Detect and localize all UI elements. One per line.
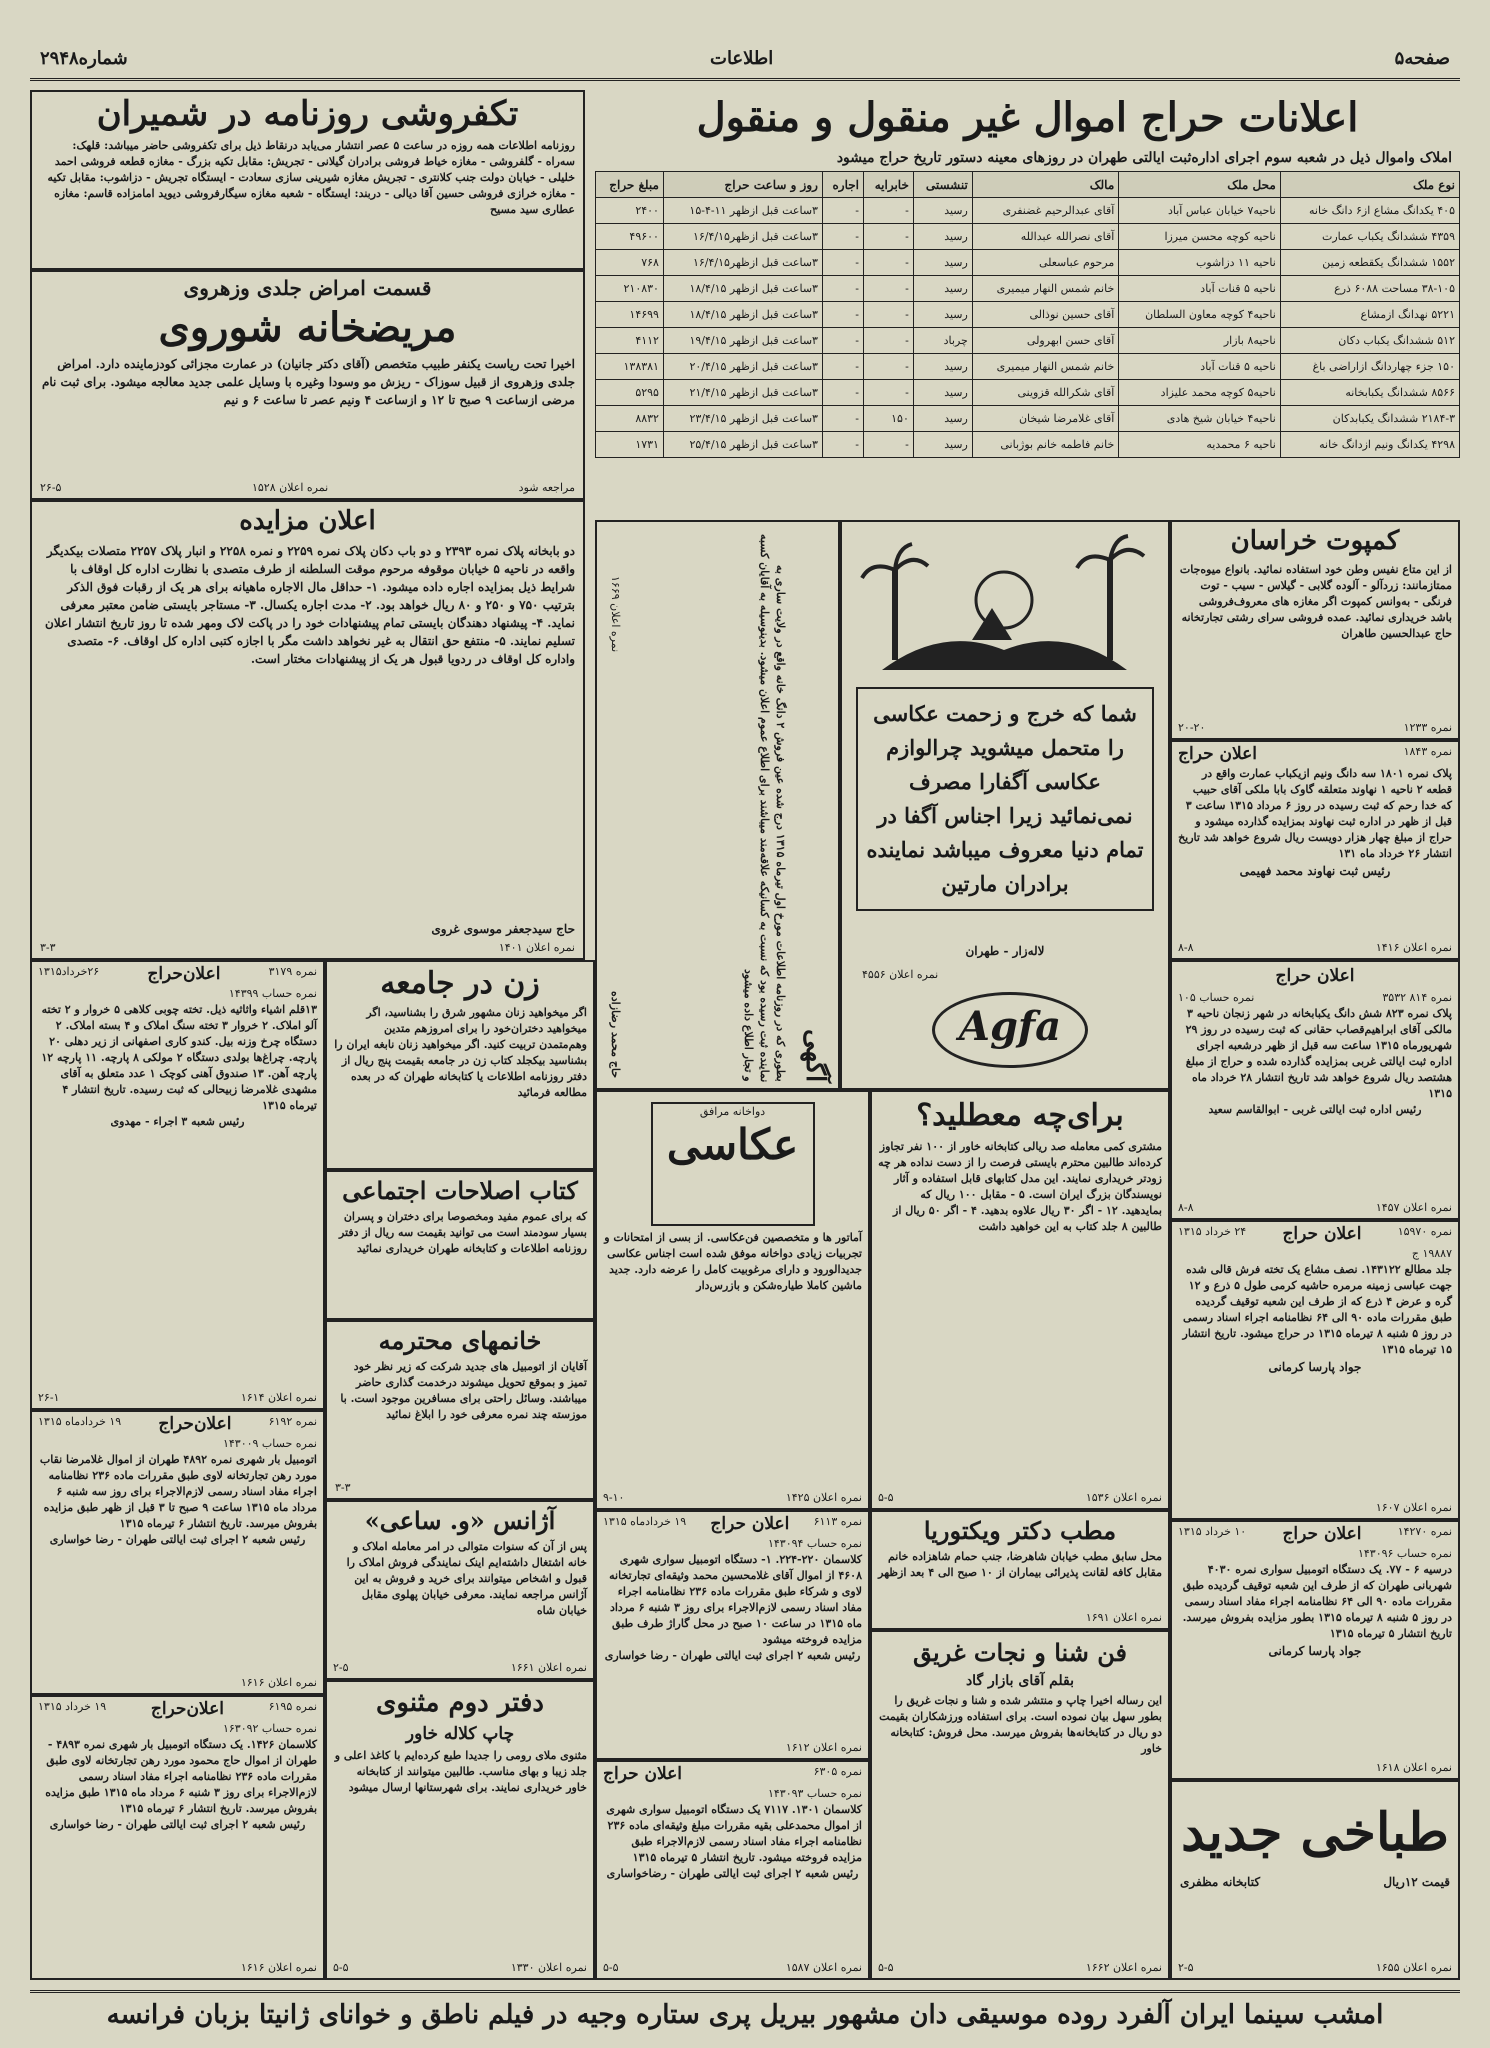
khorasan-title: کمپوت خراسان <box>1230 526 1400 556</box>
haraj-3179-num: نمره ۳۱۷۹ <box>268 965 317 978</box>
haraj-14270-text: درسیه ۶ - ۷۷. یک دستگاه اتومبیل سواری نمره ۴۰۳۰ شهربانی طهران که از طرف این شعبه توقیف گردیده طبق مقررات ماده ۹۰ الی ۶۴ نظامنامه اجراء مفاد اسناد رسمی در روز ۵ شنبه ۸ تیرماه ۱۳۱۵ بطور مزایده بفروش میرسد. تاریخ انتشار ۵ تیرماه ۱۳۱۵ <box>1182 1563 1452 1640</box>
auction-cell: - <box>822 302 863 328</box>
auction-cell: ۵۱۲ ششدانگ یکباب دکان <box>1280 328 1459 354</box>
tabbakhi-date: ۲-۵ <box>1178 1961 1194 1974</box>
haraj-6195-title: اعلان‌حراج <box>150 1699 224 1719</box>
auction-cell: ۱۴۶۹۹ <box>596 302 664 328</box>
haraj-1843-text: پلاک نمره ۱۸۰۱ سه دانگ ونیم ازیکباب عمارت واقع در قطعه ۲ ناحیه ۱ نهاوند متعلقه گاوک بابا ملکی آقای حبیب که خدا رحم که ثبت رسیده در روز ۶ مرداد ۱۳۱۵ ساعت ۳ قبل از ظهر در اداره ثبت نهاوند بمزایده گذارده میشود و حراج از مبلغ چهار هزار دویست ریال شروع خواهد شد تاریخ انتشار ۲۶ خرداد ماه ۱۳۱ <box>1178 767 1452 860</box>
auction-main-title: اعلانات حراج اموال غیر منقول و منقول <box>696 94 1359 141</box>
auction-cell: - <box>822 406 863 432</box>
daftar-sub: چاپ کلاله خاور <box>405 1724 515 1744</box>
haraj-6192-date-top: ۱۹ خردادماه ۱۳۱۵ <box>38 1415 122 1428</box>
haraj-814-text: پلاک نمره ۸۲۳ شش دانگ یکبابخانه در شهر زنجان ناحیه ۳ مالکی آقای ابراهیم‌قصاب حقانی که ثبت رسیده در روز ۲۹ شهریورماه ۱۳۱۵ ساعت سه قبل از ظهر درشعبه اجرای اداره ثبت ایالتی غربی بمزایده گذارده شده و حراج از مبلغ هشتصد ریال شروع خواهد شد تاریخ انتشار ۲۸ خرداد ماه ۱۳۱۵ <box>1185 1007 1452 1100</box>
auction-cell: ۴۲۹۸ یکدانگ ونیم ازدانگ خانه <box>1280 432 1459 458</box>
haraj-14270-title: اعلان حراج <box>1282 1524 1362 1544</box>
akkasi-footer <box>603 1490 862 1506</box>
auction-cell: - <box>822 224 863 250</box>
haraj-6192-title: اعلان‌حراج <box>158 1414 232 1434</box>
auction-row <box>596 250 1460 276</box>
auction-cell: ناحیه۴ خیابان شیخ هادی <box>1119 406 1281 432</box>
auction-main <box>595 90 1460 520</box>
haraj-1843-box <box>1170 740 1460 960</box>
haraj-15970-text: جلد مطالع ۱۴۳۱۲۲. نصف مشاع یک تخته فرش قالی شده جهت عباسی زمینه مرمره حاشیه کرمی طول ۵ ذرع و ۱۲ گره و عرض ۴ ذرع که از طرف این شعبه توقیف گردیده طبق مقررات ماده ۹۰ الی ۶۴ نظامنامه اجراء اسناد رسمی در روز ۵ شنبه ۸ تیرماه ۱۳۱۵ در حراج میشود. تاریخ انتشار ۱۵ تیرماه ۱۳۱۵ <box>1182 1263 1452 1356</box>
auction-row <box>596 380 1460 406</box>
masthead <box>30 42 1460 81</box>
col-header: محل ملک <box>1119 172 1281 198</box>
auction-cell: ۱۵۰ جزء چهاردانگ ازاراضی باغ <box>1280 354 1459 380</box>
auction-cell: آقای شکرالله قزوینی <box>972 380 1118 406</box>
haraj-3179-box <box>30 960 325 1410</box>
auction-cell: ۱۵۰ <box>863 406 913 432</box>
haraj-814-ad-no: نمره اعلان ۱۴۵۷ <box>1375 1201 1452 1214</box>
auction-cell: خانم شمس النهار میمیری <box>972 276 1118 302</box>
agahi-title: آگهی <box>800 1028 830 1082</box>
auction-cell: ناحیه ۶ محمدیه <box>1119 432 1281 458</box>
haraj-3179-footer <box>38 1390 317 1406</box>
haraj-15970-head <box>1172 1222 1458 1246</box>
chera-motal-box <box>870 1090 1170 1510</box>
araq-text: این رساله اخیرا چاپ و منتشر شده و شنا و نجات غریق را بطور سهل بیان نموده است. برای استفاده ورزشکاران بقیمت دو ریال در کتابخانه‌ها بفروش میرسد. محل فروش: کتابخانه خاور <box>879 1694 1162 1755</box>
haraj-6192-num: نمره ۶۱۹۲ <box>268 1415 317 1428</box>
haraj-14270-sign: جواد پارسا کرمانی <box>1268 1644 1362 1658</box>
haraj-6192-text: اتومبیل بار شهری نمره ۴۸۹۲ طهران از اموال غلامرضا نقاب مورد رهن تجارتخانه لاوی طبق مقررات ماده ۲۳۶ نظامنامه اجراء مفاد اسناد رسمی لازم‌الاجراء برای روز سه شنبه ۶ مرداد ماه ۱۳۱۵ ساعت ۹ صبح تا ۳ قبل از ظهر طبق مزایده بفروش میرسد. تاریخ انتشار ۶ تیرماه ۱۳۱۵ <box>39 1453 317 1530</box>
akkasi-logo-box <box>651 1102 815 1226</box>
auction-cell: - <box>863 276 913 302</box>
haraj-6305-box <box>595 1760 870 1980</box>
haraj-6305-ad-no: نمره اعلان ۱۵۸۷ <box>785 1961 862 1974</box>
paper-name: اطلاعات <box>710 48 774 69</box>
saat-text: پس از آن که سنوات متوالی در امر معامله املاک و خانه اشتغال داشته‌ایم اینک نمایندگی فروش املاک را قبول و اشخاص میتوانند برای خرید و فروش به این آژانس مراجعه نمایند. معرفی خیابان پهلوی مقابل خیابان شاه <box>346 1540 587 1617</box>
auction-row <box>596 276 1460 302</box>
zan-text: اگر میخواهید زنان مشهور شرق را بشناسید، اگر میخواهید دختران‌خود را برای امروزهم متدین وهم‌متمدن تربیت کنید. اگر میخواهید زنان نابغه ایران را بشناسید بیکجلد کتاب زن در جامعه بقیمت پنج ریال از دفتر روزنامه اطلاعات یا کتابخانه طهران که در بعده مطالعه فرمائید <box>334 1006 587 1099</box>
auction-cell: آقای حسن ابهرولی <box>972 328 1118 354</box>
daftar-title: دفتر دوم مثنوی <box>376 1688 544 1718</box>
haraj-14270-date-top: ۱۰ خرداد ۱۳۱۵ <box>1178 1525 1247 1538</box>
auction-cell: ۳ساعت قبل ازظهر ۱۹/۴/۱۵ <box>663 328 822 354</box>
haraj-6305-title: اعلان حراج <box>603 1764 682 1784</box>
auction-cell: خانم فاطمه خانم بوژبانی <box>972 432 1118 458</box>
haraj-3179-title: اعلان‌حراج <box>147 964 221 984</box>
tabbakhi-meta <box>1172 1873 1458 1891</box>
araq-title: فن شنا و نجات غریق <box>913 1638 1127 1667</box>
akkasi-ad-no: نمره اعلان ۱۴۲۵ <box>785 1491 862 1504</box>
haraj-814-date: ۸-۸ <box>1178 1201 1194 1214</box>
shouravi-section: قسمت امراض جلدی وزهروی <box>183 276 432 300</box>
auction-cell: ناحیه ۵ قنات آباد <box>1119 354 1281 380</box>
khorasan-ad-no: نمره ۱۲۳۳ <box>1403 721 1452 734</box>
khanomha-text: آقایان از اتومبیل های جدید شرکت که زیر نظر خود تمیز و بموقع تحویل میشوند درخدمت گذاری حاضر میباشند. وسائل راحتی برای مسافرین موجود است. با موزسته چند نمره معرفی خود را ابلاغ نمائید <box>340 1360 587 1421</box>
akkasi-box <box>595 1090 870 1510</box>
auction-cell: رسید <box>913 432 972 458</box>
haraj-814-acc: نمره حساب ۱۰۵ <box>1178 991 1255 1004</box>
auction-cell: ۳ساعت قبل ازظهر ۲۱/۴/۱۵ <box>663 380 822 406</box>
haraj-814-meta <box>1172 990 1458 1006</box>
auction-cell: رسید <box>913 198 972 224</box>
akkasi-sub: دواخانه مرافق <box>699 1105 766 1118</box>
haraj-3179-text: ۱۳قلم اشیاء واثاثیه ذیل. تخته‌ چوبی کلاهی ۵ خروار و ۲ تخته آلو املاک. ۲ خروار ۳ تخته سنگ املاک و ۴ بسته املاک. ۲ دستگاه چرخ وزنه بیل. کندو کاری اصفهانی از زیر دهلی ۲۰ پارچه. چراغ‌ها بولدی دستگاه ۲ مولکی ۸ پارچه. ۱۱ پارچه ۱۲ پارچه آهن. ۱۳ صندوق آهنی کوچک ۱ عدد متعلق به آقای مشهدی غلامرضا زبیحالی که ثبت رسیده. تاریخ انتشار ۴ تیرماه ۱۳۱۵ <box>41 1003 317 1112</box>
araq-date: ۵-۵ <box>878 1961 894 1974</box>
akkasi-date: ۹-۱۰ <box>603 1491 625 1504</box>
saat-date: ۲-۵ <box>333 1661 349 1674</box>
auction-cell: رسید <box>913 250 972 276</box>
tak-forushi-box <box>30 90 585 270</box>
araq-footer <box>878 1960 1162 1976</box>
auction-cell: ۳ساعت قبل ازظهر۱۶/۴/۱۵ <box>663 250 822 276</box>
khorasan-date: ۲۰-۲۰ <box>1178 721 1206 734</box>
auction-cell: - <box>863 250 913 276</box>
auction-cell: ناحیه۸ بازار <box>1119 328 1281 354</box>
viktoria-text: محل سابق مطب خیابان شاهرضا، جنب حمام شاهزاده خانم مقابل کافه لقانت پذیرائی بیماران از ۱۰ صبح الی ۴ بعد ازظهر <box>878 1550 1162 1579</box>
auction-row <box>596 224 1460 250</box>
haraj-6113-text: کلاسمان ۲۲۰-۲۲۴. ۱- دستگاه اتومبیل سواری شهری ۴۶۰۸ از اموال آقای غلامحسین محمد وثیقه‌ای تجارتخانه لاوی و شرکاء طبق مقررات ماده ۲۳۶ نظامنامه اجراء مفاد اسناد رسمی لازم‌الاجراء برای روز ۳ شنبه ۶ مرداد ماه ۱۳۱۵ در ساعت ۱۰ صبح در محل گاراژ طرف طبق مزایده فروخته میشود <box>609 1553 862 1646</box>
haraj-1843-footer <box>1178 940 1452 956</box>
haraj-6305-acc: نمره حساب ۱۴۳۰۹۳ <box>767 1787 862 1800</box>
haraj-6195-sign: رئیس شعبه ۲ اجرای ثبت ایالتی طهران - رضا خواساری <box>49 1818 306 1831</box>
auction-cell: ۸۸۳۲ <box>596 406 664 432</box>
tabbakhi-ad-no: نمره اعلان ۱۶۵۵ <box>1375 1961 1452 1974</box>
khanomha-date: ۳-۳ <box>335 1481 351 1494</box>
haraj-14270-num: نمره ۱۴۲۷۰ <box>1397 1525 1452 1538</box>
khorasan-text: از این متاع نفیس وطن خود استفاده نمائید. بانواع میوه‌جات ممتازمانند: زردآلو - آلوده گلابی - گیلاس - سیب - توت فرنگی - به‌وانس کمپوت اگر مغازه های معروف‌فروشی باشد خریداری نمائید. عمده فروشی سرای رشتی تجارتخانه حاج عبدالحسین طاهران <box>1179 563 1452 640</box>
agfa-address: لاله‌زار - طهران <box>965 944 1045 958</box>
daftar-box <box>325 1680 595 1980</box>
col-header: تنشستی <box>913 172 972 198</box>
haraj-814-sign: رئیس اداره ثبت ایالتی غربی - ابوالقاسم سعید <box>1208 1103 1422 1116</box>
auction-cell: ۱۷۳۱ <box>596 432 664 458</box>
haraj-1843-title: اعلان حراج <box>1178 744 1257 764</box>
col-header: روز و ساعت حراج <box>663 172 822 198</box>
haraj-14270-ad-no: نمره اعلان ۱۶۱۸ <box>1375 1761 1452 1774</box>
haraj-3179-date-top: ۲۶خرداد۱۳۱۵ <box>38 965 100 978</box>
auction-cell: رسید <box>913 302 972 328</box>
zan-box <box>325 960 595 1170</box>
chera-motal-text: مشتری کمی معامله صد ریالی کتابخانه خاور از ۱۰۰ نفر تجاوز کرده‌اند طالبین محترم بایستی فرصت را از دست نداده هر چه زودتر خریداری نمایند. این مدل کتابهای قابل استفاده و آثار نویسندگان بزرگ ایران است. ۵ - مقابل ۱۰۰ ریال که بمایدهید. ۱۲ - اگر ۳۰ ریال علاوه بدهید. ۴ - اگر ۵۰ ریال از طالبین ۸ جلد کتاب به این خواهید داشت <box>878 1140 1162 1233</box>
col-header: خابرایه <box>863 172 913 198</box>
haraj-15970-ad-no: نمره اعلان ۱۶۰۷ <box>1375 1501 1452 1514</box>
auction-cell: ۴۱۱۲ <box>596 328 664 354</box>
mozayede-box <box>30 500 585 960</box>
auction-cell: - <box>822 432 863 458</box>
auction-cell: ۲۱۸۴-۳ ششدانگ یکبابدکان <box>1280 406 1459 432</box>
auction-cell: خانم شمس النهار میمیری <box>972 354 1118 380</box>
issue-label: شماره۲۹۴۸ <box>40 48 128 69</box>
chera-motal-footer <box>878 1490 1162 1506</box>
auction-cell: ۱۳۸۳۸۱ <box>596 354 664 380</box>
araq-ad-no: نمره اعلان ۱۶۶۲ <box>1085 1961 1162 1974</box>
auction-cell: ۸۵۶۶ ششدانگ یکبابخانه <box>1280 380 1459 406</box>
haraj-6113-num: نمره ۶۱۱۳ <box>813 1515 862 1528</box>
auction-row <box>596 406 1460 432</box>
saat-footer <box>333 1660 587 1676</box>
haraj-1843-head <box>1172 742 1458 766</box>
haraj-6192-ad-no: نمره اعلان ۱۶۱۶ <box>240 1676 317 1689</box>
auction-cell: - <box>863 302 913 328</box>
auction-cell: - <box>822 354 863 380</box>
viktoria-title: مطب دکتر ویکتوریا <box>923 1516 1117 1545</box>
auction-row <box>596 328 1460 354</box>
auction-cell: مرحوم عباسعلی <box>972 250 1118 276</box>
eslahat-box <box>325 1170 595 1320</box>
haraj-14270-acc: نمره حساب ۱۴۳۰۹۶ <box>1357 1547 1452 1560</box>
haraj-6195-head <box>32 1697 323 1721</box>
auction-cell: - <box>822 328 863 354</box>
akkasi-text: آماتور ها و متخصصین فن‌عکاسی. از بسی از امتحانات و تجربیات زیادی دواخانه موفق شده است اجناس عکاسی جدید‌الورود و دارای مرغوبیت کامل را عرضه دارد. جدید ماشین کاملا طیاره‌شکن و بازرس‌دار <box>604 1231 862 1292</box>
haraj-6192-sign: رئیس شعبه ۲ اجرای ثبت ایالتی طهران - رضا خواساری <box>49 1533 306 1546</box>
tabbakhi-title: طباخی جدید <box>1181 1802 1449 1863</box>
col-header: نوع ملک <box>1280 172 1459 198</box>
auction-cell: - <box>863 354 913 380</box>
shouravi-title: مریضخانه شوروی <box>158 304 457 351</box>
page-label: صفحه۵ <box>1394 48 1450 69</box>
auction-cell: - <box>863 198 913 224</box>
haraj-814-num: نمره ۸۱۴ ۳۵۳۲ <box>1382 991 1452 1004</box>
tabbakhi-seller: کتابخانه مظفری <box>1180 1875 1261 1889</box>
auction-cell: آقای نصرالله عبدالله <box>972 224 1118 250</box>
auction-cell: ۳ساعت قبل ازظهر ۱۸/۴/۱۵ <box>663 302 822 328</box>
auction-cell: ناحیه ۵ قنات آباد <box>1119 276 1281 302</box>
auction-cell: ۲۱۰۸۳۰ <box>596 276 664 302</box>
mozayede-text: دو بابخانه پلاک نمره ۲۳۹۳ و دو باب دکان پلاک نمره ۲۲۵۹ و نمره ۲۲۵۸ و انبار پلاک ۲۲۵۷ متصلات بیکدیگر واقعه در ناحیه ۵ خیابان موقوفه مرحوم موقت السلطنه از طرف متصدی با نظارت اداره کل اوقاف با شرایط ذیل بمزایده اجاره داده میشود. ۱- حداقل مال الاجاره ماهیانه برای هر یک از رقبات فوق الذکر بترتیب ۷۵۰ و ۲۵۰ و ۸۰ ریال خواهد بود. ۲- مدت اجاره یکسال. ۳- مستاجر بایستی ضامن معتبر معرفی نماید. ۴- پیشنهاد دهندگان بایستی تمام پیشنهادات خود را در پاکت لاک ومهر شده تا روز تاریخ انتشار اعلان تسلیم نمایند. ۵- منتفع حق انتقال به غیر نخواهد داشت مگر با اجازه کتبی اداره کل اوقاف. ۶- متصدی واداره کل اوقاف در ردویا قبول هر یک از پیشنهادات مختار است. <box>45 544 575 666</box>
auction-cell: ۲۴۰۰ <box>596 198 664 224</box>
akkasi-title: عکاسی <box>666 1120 799 1169</box>
tabbakhi-box <box>1170 1780 1460 1980</box>
auction-cell: - <box>822 276 863 302</box>
auction-cell: ۵۲۲۱ نهدانگ ازمشاع <box>1280 302 1459 328</box>
viktoria-box <box>870 1510 1170 1630</box>
auction-cell: ناحیه۷ خیابان عباس آباد <box>1119 198 1281 224</box>
auction-cell: رسید <box>913 224 972 250</box>
haraj-6192-box <box>30 1410 325 1695</box>
auction-cell: - <box>863 328 913 354</box>
auction-row <box>596 432 1460 458</box>
shouravi-ad-no: نمره اعلان ۱۵۲۸ <box>251 481 329 494</box>
auction-cell: ۳ساعت قبل ازظهر ۱۱-۴-۱۵ <box>663 198 822 224</box>
footer-banner: امشب سینما ایران آلفرد روده موسیقی دان مشهور بیریل پری ستاره وجیه در فیلم ناطق و خوانای ژانیتا بزبان فرانسه <box>30 1990 1460 2037</box>
haraj-6192-acc: نمره حساب ۱۴۳۰۰۹ <box>222 1437 317 1450</box>
auction-cell: چرباد <box>913 328 972 354</box>
auction-table-header <box>596 172 1460 198</box>
khorasan-footer <box>1178 720 1452 736</box>
auction-cell: - <box>822 198 863 224</box>
haraj-6195-acc: نمره حساب ۱۶۳۰۹۲ <box>222 1722 317 1735</box>
auction-main-subtitle: املاک واموال ذیل در شعبه سوم اجرای اداره‌ثبت ایالتی طهران در روزهای معینه دستور تاریخ حراج میشود <box>836 150 1452 166</box>
shouravi-footer <box>40 480 575 496</box>
daftar-date: ۵-۵ <box>333 1961 349 1974</box>
eslahat-text: که برای عموم مفید ومخصوصا برای دختران و پسران بسیار سودمند است می توانید بقیمت سه ریال از دفتر روزنامه اطلاعات و کتابخانه طهران خریداری نمائید <box>338 1210 587 1255</box>
auction-table-body <box>596 198 1460 458</box>
haraj-6113-ad-no: نمره اعلان ۱۶۱۲ <box>785 1741 862 1754</box>
haraj-6195-text: کلاسمان ۱۴۲۶. یک دستگاه اتومبیل بار شهری نمره ۴۸۹۳ - طهران از اموال حاج محمود مورد رهن تجارتخانه لاوی طبق مقررات ماده ۲۳۶ نظامنامه اجراء مفاد اسناد رسمی لازم‌الاجراء برای روز ۳ شنبه ۶ مرداد ماه ۱۳۱۵ طبق مزایده بفروش میرسد. تاریخ انتشار ۶ تیرماه ۱۳۱۵ <box>45 1738 317 1815</box>
auction-cell: رسید <box>913 380 972 406</box>
agfa-text: شما که خرج و زحمت عکاسی را متحمل میشوید چرالوازم عکاسی آگفارا مصرف نمی‌نمائید زیرا اجناس آگفا در تمام دنیا معروف میباشد نماینده برادران مارتین <box>856 687 1154 911</box>
shouravi-box <box>30 270 585 500</box>
auction-row <box>596 198 1460 224</box>
mozayede-date: ۳-۳ <box>40 941 56 954</box>
haraj-6195-date-top: ۱۹ خرداد ۱۳۱۵ <box>38 1700 107 1713</box>
haraj-814-box <box>1170 960 1460 1220</box>
eslahat-title: کتاب اصلاحات اجتماعی <box>342 1176 578 1205</box>
chera-motal-title: برای‌چه معطلید؟ <box>916 1098 1124 1133</box>
haraj-15970-sign: جواد پارسا کرمانی <box>1268 1360 1362 1374</box>
haraj-6113-box <box>595 1510 870 1760</box>
daftar-text: مثنوی ملای رومی را جدیدا طبع کرده‌ایم با کاغذ اعلی و جلد زیبا و بهای مناسب. طالبین میتوانند از کتابخانه خاور خریداری نمایند. برای شهرستانها ارسال میشود <box>334 1749 587 1794</box>
auction-row <box>596 302 1460 328</box>
auction-row <box>596 354 1460 380</box>
auction-cell: ناحیه کوچه محسن میرزا <box>1119 224 1281 250</box>
araq-box <box>870 1630 1170 1980</box>
auction-table <box>595 171 1460 458</box>
haraj-1843-sign: رئیس ثبت نهاوند محمد فهیمی <box>1239 864 1391 878</box>
haraj-14270-head <box>1172 1522 1458 1546</box>
chera-motal-ad-no: نمره اعلان ۱۵۳۶ <box>1085 1491 1162 1504</box>
shouravi-text: اخیرا تحت ریاست یکنفر طبیب متخصص (آقای دکتر جانیان) در عمارت مجزائی کودزماینده دارد. امراض جلدی وزهروی از قبیل سوزاک - ریزش مو وسودا وغیره با وسایل علمی جدید معالجه میشود. برای ثبت نام مرضی ازساعت ۹ صبح تا ۱۲ و ازساعت ۴ ونیم عصر تا ساعت ۶ و نیم <box>41 357 575 407</box>
saat-title: آژانس «و. ساعی» <box>364 1506 556 1535</box>
mozayede-signature: حاج سیدجعفر موسوی غروی <box>431 922 575 936</box>
auction-cell: رسید <box>913 354 972 380</box>
tabbakhi-footer <box>1178 1960 1452 1976</box>
auction-cell: ۳ساعت قبل ازظهر ۲۳/۴/۱۵ <box>663 406 822 432</box>
auction-cell: - <box>822 250 863 276</box>
haraj-15970-acc: ۱۹۸۸۷ ج <box>1411 1247 1452 1260</box>
haraj-15970-num: نمره ۱۵۹۷۰ <box>1397 1225 1452 1238</box>
haraj-15970-date-top: ۲۴ خرداد ۱۳۱۵ <box>1178 1225 1247 1238</box>
auction-cell: ۳۸-۱۰۵ مساحت ۶۰۸۸ ذرع <box>1280 276 1459 302</box>
auction-cell: - <box>863 432 913 458</box>
agahi-ad-no: نمره اعلان ۱۶۶۹ <box>609 575 622 652</box>
haraj-6195-num: نمره ۶۱۹۵ <box>268 1700 317 1713</box>
col-header: اجاره <box>822 172 863 198</box>
haraj-3179-acc: نمره حساب ۱۴۳۹۹ <box>228 987 317 1000</box>
auction-cell: ناحیه ۱۱ دزاشوب <box>1119 250 1281 276</box>
agahi-box <box>595 520 840 1090</box>
agfa-box <box>840 520 1170 1090</box>
tak-forushi-title: تکفروشی روزنامه در شمیران <box>96 94 519 134</box>
auction-cell: ۵۲۹۵ <box>596 380 664 406</box>
khanomha-title: خانمهای محترمه <box>378 1326 542 1355</box>
haraj-6113-sign: رئیس شعبه ۲ اجرای ثبت ایالتی طهران - رضا خواساری <box>604 1649 861 1662</box>
shouravi-ref: مراجعه شود <box>518 481 575 494</box>
auction-cell: ناحیه۵ کوچه محمد علیزاد <box>1119 380 1281 406</box>
haraj-6113-head <box>597 1512 868 1536</box>
auction-cell: آقای حسین نوذالی <box>972 302 1118 328</box>
saat-box <box>325 1500 595 1680</box>
haraj-3179-date: ۲۶-۱ <box>38 1391 60 1404</box>
auction-cell: ناحیه۴ کوچه معاون السلطان <box>1119 302 1281 328</box>
haraj-6113-acc: نمره حساب ۱۴۳۰۹۴ <box>767 1537 862 1550</box>
haraj-6305-footer <box>603 1960 862 1976</box>
haraj-6192-head <box>32 1412 323 1436</box>
auction-cell: ۱۵۵۲ ششدانگ یکقطعه زمین <box>1280 250 1459 276</box>
haraj-6305-date: ۵-۵ <box>603 1961 619 1974</box>
haraj-14270-box <box>1170 1520 1460 1780</box>
haraj-6113-title: اعلان حراج <box>710 1514 790 1534</box>
auction-cell: ۴۳۵۹ ششدانگ یکباب عمارت <box>1280 224 1459 250</box>
auction-cell: ۳ساعت قبل ازظهر۱۶/۴/۱۵ <box>663 224 822 250</box>
zan-title: زن در جامعه <box>380 966 540 1001</box>
khorasan-box <box>1170 520 1460 740</box>
haraj-3179-sign: رئیس شعبه ۳ اجراء - مهدوی <box>110 1115 245 1128</box>
auction-cell: ۷۶۸ <box>596 250 664 276</box>
auction-cell: ۴۰۵ یکدانگ مشاع از۶ دانگ خانه <box>1280 198 1459 224</box>
haraj-814-footer <box>1178 1200 1452 1216</box>
auction-cell: ۳ساعت قبل ازظهر ۱۸/۴/۱۵ <box>663 276 822 302</box>
auction-cell: آقای غلامرضا شیخان <box>972 406 1118 432</box>
haraj-15970-box <box>1170 1220 1460 1520</box>
haraj-6195-box <box>30 1695 325 1980</box>
auction-cell: ۳ساعت قبل ازظهر ۲۰/۴/۱۵ <box>663 354 822 380</box>
agahi-sign: حاج محمد رضازاده <box>609 990 622 1078</box>
haraj-1843-num: نمره ۱۸۴۳ <box>1403 745 1452 758</box>
auction-cell: رسید <box>913 406 972 432</box>
auction-cell: آقای عبدالرحیم غضنفری <box>972 198 1118 224</box>
haraj-15970-title: اعلان حراج <box>1282 1224 1362 1244</box>
auction-cell: رسید <box>913 276 972 302</box>
haraj-6305-head <box>597 1762 868 1786</box>
haraj-6305-sign: رئیس شعبه ۲ اجرای ثبت ایالتی طهران - رضاخواساری <box>606 1867 859 1880</box>
mozayede-ad-no: نمره اعلان ۱۴۰۱ <box>498 941 575 954</box>
mozayede-title: اعلان مزایده <box>239 506 376 536</box>
chera-motal-date: ۵-۵ <box>878 1491 894 1504</box>
daftar-footer <box>333 1960 587 1976</box>
auction-cell: - <box>863 224 913 250</box>
khanomha-box <box>325 1320 595 1500</box>
haraj-1843-ad-no: نمره اعلان ۱۴۱۶ <box>1375 941 1452 954</box>
auction-cell: - <box>822 380 863 406</box>
viktoria-ad-no: نمره اعلان ۱۶۹۱ <box>1085 1611 1162 1624</box>
haraj-814-title: اعلان حراج <box>1275 966 1355 986</box>
agfa-logo: Agfa <box>932 992 1088 1068</box>
col-header: مبلغ حراج <box>596 172 664 198</box>
haraj-6305-text: کلاسمان ۱۳۰۱. ۷۱۱۷ یک دستگاه اتومبیل سواری شهری از اموال محمدعلی بقیه مقررات مبلغ وثیقه‌ای ماده ۲۳۶ نظامنامه اجراء مفاد اسناد رسمی لازم‌الاجراء طبق مزایده فروخته میشود. تاریخ انتشار ۵ تیرماه ۱۳۱۵ <box>606 1803 862 1864</box>
auction-cell: ۳ساعت قبل ازظهر ۲۵/۴/۱۵ <box>663 432 822 458</box>
daftar-ad-no: نمره اعلان ۱۳۳۰ <box>510 1961 587 1974</box>
agfa-island-illustration <box>852 530 1157 680</box>
haraj-1843-date: ۸-۸ <box>1178 941 1194 954</box>
col-header: مالک <box>972 172 1118 198</box>
araq-author: بقلم آقای بازار گاد <box>965 1673 1075 1689</box>
saat-ad-no: نمره اعلان ۱۶۶۱ <box>510 1661 587 1674</box>
haraj-3179-ad-no: نمره اعلان ۱۶۱۴ <box>240 1391 317 1404</box>
haraj-6113-date-top: ۱۹ خردادماه ۱۳۱۵ <box>603 1515 687 1528</box>
haraj-3179-head <box>32 962 323 986</box>
tabbakhi-price: قیمت ۱۲ریال <box>1383 1875 1450 1889</box>
haraj-6195-ad-no: نمره اعلان ۱۶۱۶ <box>240 1961 317 1974</box>
mozayede-footer <box>40 940 575 956</box>
auction-cell: ۴۹۶۰۰ <box>596 224 664 250</box>
agfa-ad-no: نمره اعلان ۴۵۵۶ <box>862 968 939 981</box>
agahi-text: بطوری که در روزنامه اطلاعات مورخ اول تیرماه ۱۳۱۵ درج شده عین فروش ۲ دانگ خانه واقع در ولایت ساری به نماینده ثبت رسیده بود که نسبت به کسانیکه علاقه‌مند میباشند برای اطلاع عموم اعلان میشود. بدینوسیله به آقایان کسبه و تجار اطلاع داده میشود <box>742 533 787 1082</box>
auction-cell: - <box>863 380 913 406</box>
haraj-6305-num: نمره ۶۳۰۵ <box>813 1765 862 1778</box>
shouravi-date: ۲۶-۵ <box>40 481 62 494</box>
tak-forushi-text: روزنامه اطلاعات همه روزه در ساعت ۵ عصر انتشار می‌یابد درنقاط ذیل برای تکفروشی حاضر میباشد: قلهک: سه‌راه - گلفروشی - مغازه خیاط فروشی برادران گیلانی - تجریش: مقابل تکیه بزرگ - مغازه قطعه فروشی احمد خلیلی - خیابان دولت جنب کلانتری - تجریش مغازه شیرینی سازی سعادت - ایستگاه تجریش - دزاشوب: مقابل تکیه - مغازه خرازی فروشی حسین آقا دیالی - دربند: ایستگاه - شعبه مغازه سیگارفروشی دیوید امامزاده قاسم: مغازه عطاری سید مسیح <box>47 139 575 216</box>
